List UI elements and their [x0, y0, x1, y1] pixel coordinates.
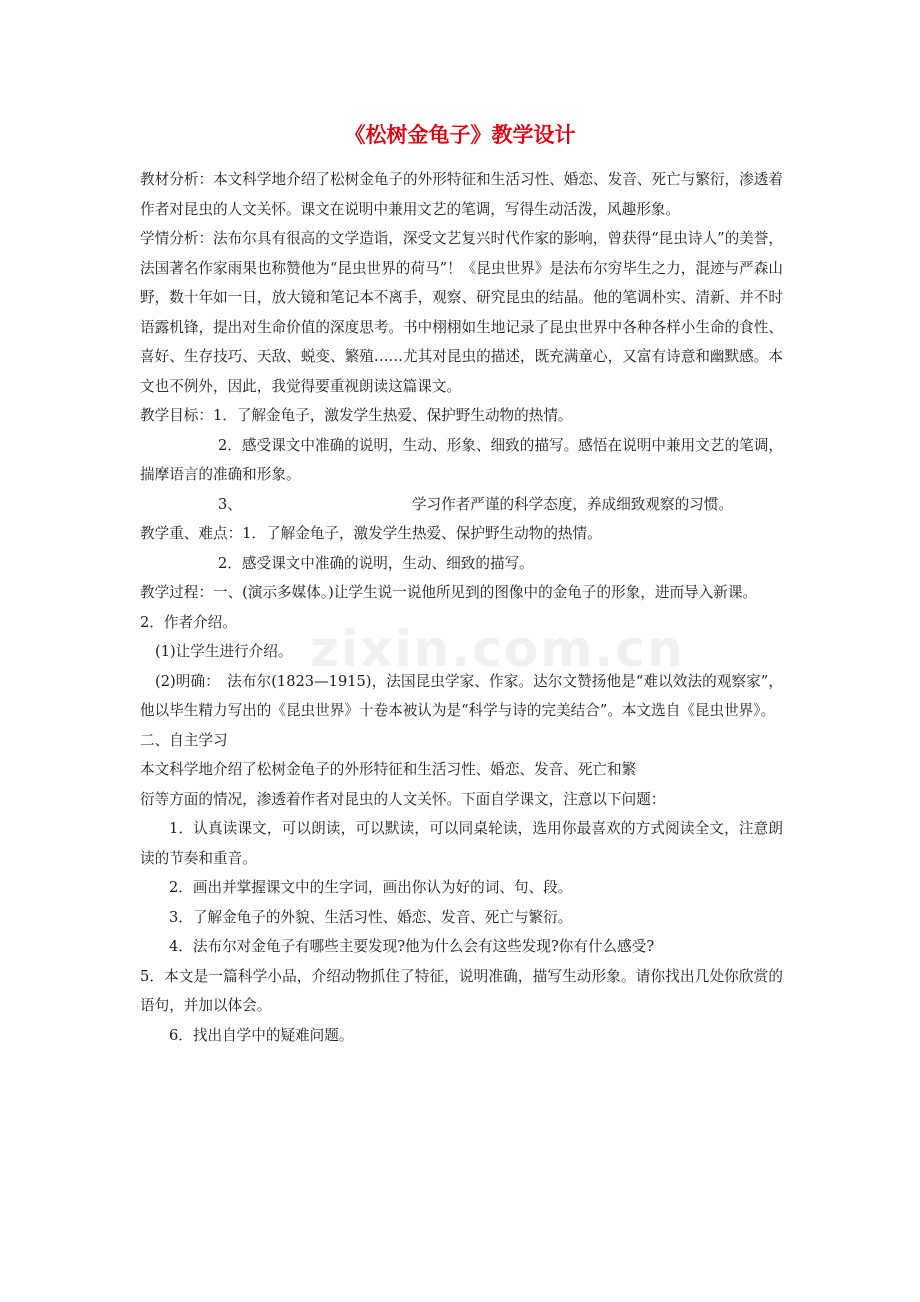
goal-3-text: 学习作者严谨的科学态度，养成细致观察的习惯。 — [411, 495, 733, 513]
paragraph-key-2: 2．感受课文中准确的说明，生动、细致的描写。 — [218, 554, 534, 572]
paragraph-author-1: (1)让学生进行介绍。 — [155, 643, 293, 660]
document-body — [140, 165, 783, 1050]
paragraph-goal-1: 教学目标：1．了解金龟子，激发学生热爱、保护野生动物的热情。 — [140, 407, 573, 424]
paragraph-intro-line-1: 本文科学地介绍了松树金龟子的外形特征和生活习性、婚恋、发音、死亡和繁 — [140, 761, 637, 778]
question-6: 6．找出自学中的疑难问题。 — [169, 1026, 354, 1044]
question-1: 1．认真读课文，可以朗读，可以默读，可以同桌轮读，选用你最喜欢的方式阅读全文，注意朗读的节奏和重音。 — [140, 820, 783, 867]
paragraph-author-2: (2)明确： 法布尔(1823—1915)，法国昆虫学家、作家。达尔文赞扬他是“难以效法的观察家”，他以毕生精力写出的《昆虫世界》十卷本被认为是“科学与诗的完美结合”。本文选自《昆虫世界》。 — [140, 672, 783, 719]
goal-3-number: 3、 — [218, 495, 242, 513]
paragraph-goal-3 — [140, 490, 783, 520]
watermark: zixin.com.cn — [310, 620, 685, 678]
question-2: 2．画出并掌握课文中的生字词，画出你认为好的词、句、段。 — [169, 879, 573, 896]
paragraph-student-analysis: 学情分析：法布尔具有很高的文学造诣，深受文艺复兴时代作家的影响，曾获得“昆虫诗人”的美誉，法国著名作家雨果也称赞他为“昆虫世界的荷马”！《昆虫世界》是法布尔穷毕生之力，混迹与严森山野，数十年如一日，放大镜和笔记本不离手，观察、研究昆虫的结晶。他的笔调朴实、清新、并不时语露机锋，提出对生命价值的深度思考。书中栩栩如生地记录了昆虫世界中各种各样小生命的食性、喜好、生存技巧、天敌、蜕变、繁殖……尤其对昆虫的描述，既充满童心，又富有诗意和幽默感。本文也不例外，因此，我觉得要重视朗读这篇课文。 — [140, 230, 783, 395]
question-3: 3．了解金龟子的外貌、生活习性、婚恋、发音、死亡与繁衍。 — [169, 908, 573, 926]
question-4: 4．法布尔对金龟子有哪些主要发现?他为什么会有这些发现?你有什么感受? — [169, 938, 655, 955]
document-title: 《松树金龟子》教学设计 — [344, 123, 576, 147]
paragraph-intro-line-2: 衍等方面的情况，渗透着作者对昆虫的人文关怀。下面自学课文，注意以下问题： — [140, 790, 666, 808]
paragraph-key-1: 教学重、难点：1．了解金龟子，激发学生热爱、保护野生动物的热情。 — [140, 525, 602, 542]
paragraph-self-study-heading: 二、自主学习 — [140, 731, 228, 749]
paragraph-author-intro: 2．作者介绍。 — [140, 613, 237, 631]
paragraph-goal-2: 2．感受课文中准确的说明，生动、形象、细致的描写。感悟在说明中兼用文艺的笔调，揣摩语言的准确和形象。 — [140, 436, 783, 483]
question-5: 5．本文是一篇科学小品，介绍动物抓住了特征，说明准确，描写生动形象。请你找出几处你欣赏的语句，并加以体会。 — [140, 967, 783, 1014]
paragraph-process: 教学过程：一、(演示多媒体。)让学生说一说他所见到的图像中的金龟子的形象，进而导入新课。 — [140, 584, 758, 601]
paragraph-material-analysis: 教材分析：本文科学地介绍了松树金龟子的外形特征和生活习性、婚恋、发音、死亡与繁衍，渗透着作者对昆虫的人文关怀。课文在说明中兼用文艺的笔调，写得生动活泼，风趣形象。 — [140, 171, 783, 218]
